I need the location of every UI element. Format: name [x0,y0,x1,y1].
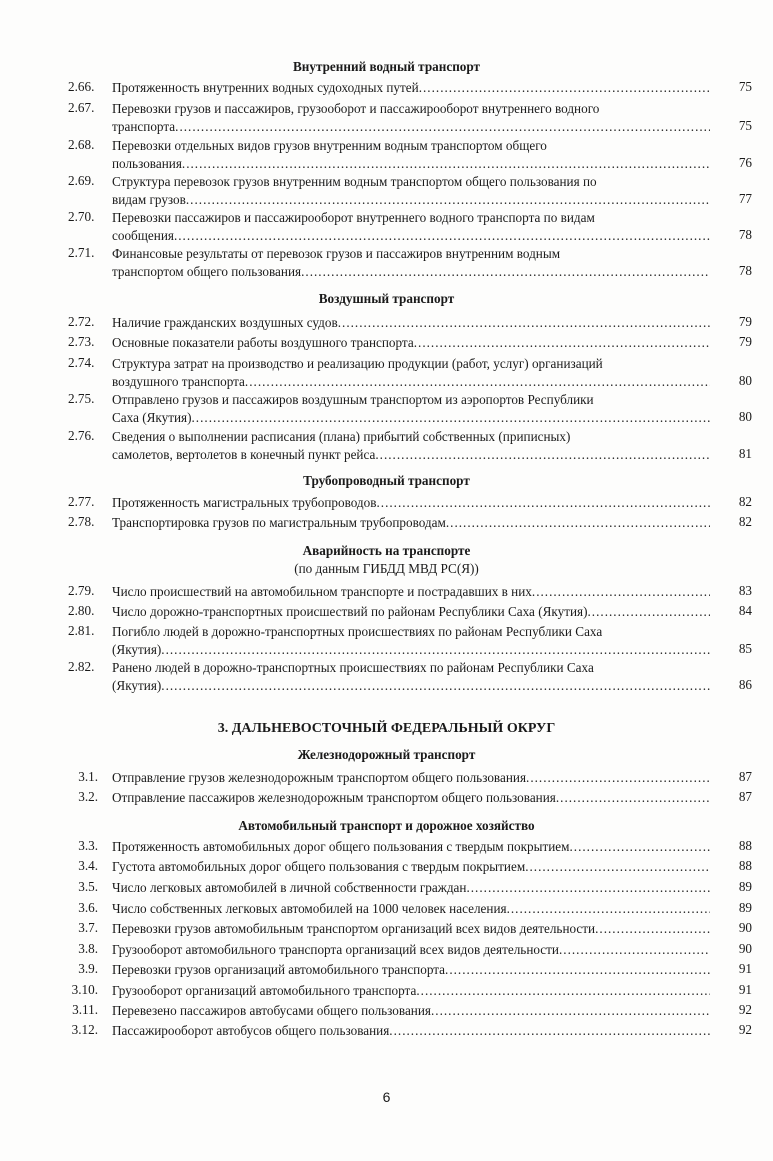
entry-title: Число собственных легковых автомобилей на 1000 человек населения [112,901,507,916]
entry-title-line1: Отправлено грузов и пассажиров воздушным транспортом из аэропортов Республики [112,392,594,407]
toc-entry-3-9[interactable] [68,961,752,979]
toc-entry-3-6[interactable] [68,900,752,918]
entry-page: 75 [738,79,752,94]
entry-title-line2: Саха (Якутия) [112,410,192,426]
entry-number: 3.10. [71,982,98,997]
toc-entry-3-11[interactable] [68,1002,752,1020]
entry-number: 3.6. [78,900,98,915]
entry-page: 90 [738,941,752,956]
entry-title-line2: (Якутия) [112,678,162,694]
entry-page: 82 [738,514,752,529]
toc-entry-2-82[interactable] [68,659,752,695]
leader-dots [182,155,710,173]
entry-page: 78 [738,263,752,278]
entry-title: Протяженность внутренних водных судоходных путей [112,80,419,95]
entry-number: 3.4. [78,858,98,873]
leader-dots [245,373,710,391]
toc-entry-2-69[interactable] [68,173,752,209]
toc-entry-2-73[interactable] [68,334,752,352]
entry-number: 3.9. [78,961,98,976]
leader-dots [526,769,710,787]
entry-page: 76 [738,155,752,170]
entry-number: 2.72. [68,314,95,329]
entry-page: 89 [738,900,752,915]
leader-dots [419,79,710,97]
entry-number: 2.82. [68,659,95,674]
entry-number: 2.67. [68,100,95,115]
entry-page: 80 [738,409,752,424]
entry-title-line1: Структура затрат на производство и реализацию продукции (работ, услуг) организаций [112,356,603,371]
entry-title-line2: транспортом общего пользования [112,264,302,280]
toc-entry-2-76[interactable] [68,428,752,464]
section-title-accidents: Аварийность на транспорте [302,543,471,558]
leader-dots [569,838,710,856]
entry-title-line1: Финансовые результаты от перевозок грузов и пассажиров внутренним водным [112,246,561,261]
entry-page: 79 [738,334,752,349]
entry-title: Основные показатели работы воздушного транспорта [112,335,414,350]
toc-entry-2-67[interactable] [68,100,752,136]
entry-number: 3.1. [78,769,98,784]
entry-page: 78 [738,227,752,242]
leader-dots [532,583,710,601]
entry-number: 2.80. [68,603,95,618]
toc-entry-2-74[interactable] [68,355,752,391]
chapter-title: 3. ДАЛЬНЕВОСТОЧНЫЙ ФЕДЕРАЛЬНЫЙ ОКРУГ [217,721,556,736]
leader-dots [414,334,710,352]
entry-title-line1: Структура перевозок грузов внутренним водным транспортом общего пользования по [112,174,597,189]
leader-dots [416,982,710,1000]
entry-page: 87 [738,789,752,804]
entry-page: 88 [738,858,752,873]
leader-dots [525,858,710,876]
entry-title-line2: самолетов, вертолетов в конечный пункт рейса [112,447,376,463]
entry-page: 75 [738,118,752,133]
entry-page: 91 [738,961,752,976]
entry-title: Пассажирооборот автобусов общего пользования [112,1023,390,1038]
leader-dots [338,314,710,332]
entry-page: 79 [738,314,752,329]
entry-page: 83 [738,583,752,598]
entry-title-line1: Перевозки пассажиров и пассажирооборот внутреннего водного транспорта по видам [112,210,595,225]
leader-dots [556,789,710,807]
leader-dots [588,603,711,621]
entry-number: 3.8. [78,941,98,956]
toc-entry-2-71[interactable] [68,245,752,281]
entry-title-line2: (Якутия) [112,642,162,658]
entry-title: Число легковых автомобилей в личной собственности граждан [112,880,467,895]
toc-entry-2-72[interactable] [68,314,752,332]
entry-number: 3.2. [78,789,98,804]
entry-title-line2: транспорта [112,119,176,135]
leader-dots [466,879,710,897]
toc-entry-2-68[interactable] [68,137,752,173]
entry-title-line2: пользования [112,156,182,172]
entry-page: 84 [738,603,752,618]
entry-number: 2.69. [68,173,95,188]
entry-page: 87 [738,769,752,784]
leader-dots [186,191,710,209]
toc-entry-3-10[interactable] [68,982,752,1000]
entry-title-line2: видам грузов [112,192,186,208]
entry-page: 81 [738,446,752,461]
leader-dots [174,227,710,245]
entry-number: 2.78. [68,514,95,529]
entry-number: 2.70. [68,209,95,224]
section-title-air: Воздушный транспорт [318,291,455,306]
entry-title-line1: Перевозки грузов и пассажиров, грузооборот и пассажирооборот внутреннего водного [112,101,600,116]
entry-number: 3.11. [72,1002,98,1017]
entry-title: Грузооборот организаций автомобильного транспорта [112,983,417,998]
entry-title-line2: воздушного транспорта [112,374,245,390]
entry-number: 2.79. [68,583,95,598]
entry-title: Грузооборот автомобильного транспорта организаций всех видов деятельности [112,942,559,957]
entry-number: 2.73. [68,334,95,349]
toc-entry-2-75[interactable] [68,391,752,427]
leader-dots [192,409,711,427]
entry-title: Число дорожно-транспортных происшествий по районам Республики Саха (Якутия) [112,604,588,619]
entry-number: 3.5. [78,879,98,894]
entry-page: 80 [738,373,752,388]
entry-number: 2.76. [68,428,95,443]
entry-title: Перевозки грузов автомобильным транспортом организаций всех видов деятельности [112,921,596,936]
entry-number: 3.3. [78,838,98,853]
toc-entry-2-66[interactable] [68,79,752,97]
entry-title: Перевозки грузов организаций автомобильного транспорта [112,962,446,977]
entry-number: 2.81. [68,623,95,638]
toc-entry-3-5[interactable] [68,879,752,897]
leader-dots [375,446,710,464]
leader-dots [376,494,710,512]
entry-number: 2.77. [68,494,95,509]
entry-page: 91 [738,982,752,997]
leader-dots [161,677,710,695]
toc-entry-3-3[interactable] [68,838,752,856]
leader-dots [559,941,710,959]
entry-number: 2.71. [68,245,95,260]
toc-entry-3-7[interactable] [68,920,752,938]
entry-title: Протяженность магистральных трубопроводов [112,495,377,510]
entry-page: 89 [738,879,752,894]
entry-page: 90 [738,920,752,935]
entry-page: 92 [738,1022,752,1037]
entry-title-line1: Сведения о выполнении расписания (плана) прибытий собственных (приписных) [112,429,571,444]
leader-dots [595,920,710,938]
entry-page: 86 [738,677,752,692]
section-title-road: Автомобильный транспорт и дорожное хозяйство [238,818,535,833]
entry-page: 82 [738,494,752,509]
entry-title: Отправление грузов железнодорожным транспортом общего пользования [112,770,527,785]
entry-number: 3.12. [71,1022,98,1037]
toc-entry-3-2[interactable] [68,789,752,807]
toc-entry-3-12[interactable] [68,1022,752,1040]
entry-title: Число происшествий на автомобильном транспорте и пострадавших в них [112,584,532,599]
entry-title-line2: сообщения [112,228,174,244]
toc-entry-2-81[interactable] [68,623,752,659]
entry-number: 2.74. [68,355,95,370]
entry-title-line1: Ранено людей в дорожно-транспортных происшествиях по районам Республики Саха [112,660,594,675]
toc-entry-2-77[interactable] [68,494,752,512]
section-subtitle-accidents: (по данным ГИБДД МВД РС(Я)) [294,561,479,576]
entry-page: 85 [738,641,752,656]
entry-number: 2.66. [68,79,95,94]
page-number: 6 [382,1089,391,1105]
section-title-inland-water: Внутренний водный транспорт [292,59,481,74]
entry-page: 92 [738,1002,752,1017]
entry-title: Перевезено пассажиров автобусами общего пользования [112,1003,431,1018]
toc-entry-2-80[interactable] [68,603,752,621]
entry-title: Наличие гражданских воздушных судов [112,315,338,330]
entry-page: 77 [738,191,752,206]
toc-entry-2-70[interactable] [68,209,752,245]
leader-dots [445,961,710,979]
leader-dots [389,1022,710,1040]
entry-title: Протяженность автомобильных дорог общего пользования с твердым покрытием [112,839,570,854]
toc-entry-2-79[interactable] [68,583,752,601]
leader-dots [446,514,710,532]
entry-title: Густота автомобильных дорог общего пользования с твердым покрытием [112,859,526,874]
entry-title-line1: Погибло людей в дорожно-транспортных происшествиях по районам Республики Саха [112,624,603,639]
leader-dots [161,641,710,659]
leader-dots [175,118,710,136]
entry-page: 88 [738,838,752,853]
section-title-railway: Железнодорожный транспорт [297,747,476,762]
entry-number: 2.75. [68,391,95,406]
section-title-pipeline: Трубопроводный транспорт [303,473,470,488]
entry-number: 3.7. [78,920,98,935]
entry-number: 2.68. [68,137,95,152]
entry-title: Транспортировка грузов по магистральным трубопроводам [112,515,446,530]
entry-title: Отправление пассажиров железнодорожным транспортом общего пользования [112,790,556,805]
entry-title-line1: Перевозки отдельных видов грузов внутренним водным транспортом общего [112,138,547,153]
leader-dots [507,900,710,918]
toc-entry-2-78[interactable] [68,514,752,532]
toc-entry-3-8[interactable] [68,941,752,959]
leader-dots [431,1002,710,1020]
leader-dots [301,263,710,281]
toc-entry-3-1[interactable] [68,769,752,787]
toc-entry-3-4[interactable] [68,858,752,876]
